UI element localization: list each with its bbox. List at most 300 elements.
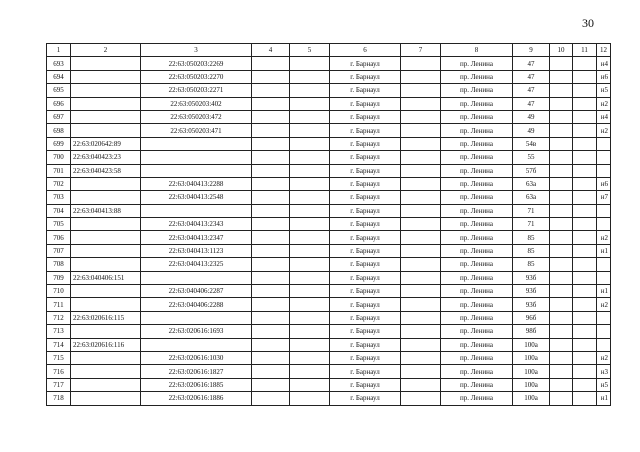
table-cell: 717 (47, 378, 71, 391)
table-cell (290, 110, 330, 123)
table-cell (71, 378, 141, 391)
table-cell (252, 151, 290, 164)
table-cell (252, 137, 290, 150)
table-cell (71, 285, 141, 298)
table-cell (597, 164, 611, 177)
table-cell (252, 231, 290, 244)
table-cell (252, 298, 290, 311)
table-cell: 54в (513, 137, 550, 150)
table-cell (597, 151, 611, 164)
table-cell (401, 392, 441, 405)
table-cell (597, 218, 611, 231)
table-cell (71, 325, 141, 338)
table-cell (252, 191, 290, 204)
table-cell (573, 110, 597, 123)
table-row (47, 124, 611, 137)
table-cell (71, 191, 141, 204)
table-cell (597, 338, 611, 351)
table-cell (573, 124, 597, 137)
table-cell (573, 258, 597, 271)
table-cell (550, 191, 573, 204)
table-cell: 22:63:020616:115 (71, 311, 141, 324)
table-cell: г. Барнаул (330, 392, 401, 405)
table-row (47, 177, 611, 190)
table-cell (550, 70, 573, 83)
table-cell: 698 (47, 124, 71, 137)
table-cell: 93б (513, 298, 550, 311)
table-row (47, 298, 611, 311)
table-cell: 714 (47, 338, 71, 351)
table-cell: 93б (513, 285, 550, 298)
table-cell: пр. Ленина (441, 70, 513, 83)
table-cell: пр. Ленина (441, 351, 513, 364)
table-row (47, 285, 611, 298)
table-cell (550, 351, 573, 364)
table-cell: 71 (513, 204, 550, 217)
table-cell (141, 204, 252, 217)
table-cell (401, 338, 441, 351)
table-row (47, 97, 611, 110)
table-cell (573, 325, 597, 338)
table-cell: 85 (513, 244, 550, 257)
table-cell: г. Барнаул (330, 137, 401, 150)
table-row (47, 110, 611, 123)
table-cell (252, 258, 290, 271)
table-cell (401, 218, 441, 231)
table-cell (252, 124, 290, 137)
table-cell (573, 392, 597, 405)
table-cell (290, 271, 330, 284)
table-cell: 22:63:040413:1123 (141, 244, 252, 257)
table-cell (401, 110, 441, 123)
table-cell: 22:63:040413:2347 (141, 231, 252, 244)
table-cell: 100а (513, 365, 550, 378)
table-cell (290, 57, 330, 70)
table-cell (573, 204, 597, 217)
table-row (47, 311, 611, 324)
table-cell (573, 164, 597, 177)
table-cell: н2 (597, 231, 611, 244)
table-cell: г. Барнаул (330, 57, 401, 70)
table-cell: 22:63:040413:2288 (141, 177, 252, 190)
table-cell: пр. Ленина (441, 378, 513, 391)
table-cell: 71 (513, 218, 550, 231)
table-cell (573, 351, 597, 364)
table-cell: 22:63:020616:1886 (141, 392, 252, 405)
table-cell: 715 (47, 351, 71, 364)
table-cell (141, 164, 252, 177)
table-cell: 49 (513, 110, 550, 123)
table-cell: 100а (513, 392, 550, 405)
table-cell: 47 (513, 57, 550, 70)
table-cell (401, 137, 441, 150)
table-cell: 22:63:040413:2343 (141, 218, 252, 231)
table-cell: 712 (47, 311, 71, 324)
table-cell (573, 285, 597, 298)
table-cell (71, 258, 141, 271)
table-cell (573, 137, 597, 150)
table-cell (401, 164, 441, 177)
table-cell (71, 351, 141, 364)
table-cell (252, 204, 290, 217)
table-cell: 693 (47, 57, 71, 70)
table-cell (550, 258, 573, 271)
column-header: 6 (330, 44, 401, 57)
table-cell: пр. Ленина (441, 365, 513, 378)
table-cell: 96б (513, 311, 550, 324)
table-cell: н2 (597, 97, 611, 110)
table-cell (290, 392, 330, 405)
table-cell: 22:63:050203:472 (141, 110, 252, 123)
table-cell: пр. Ленина (441, 338, 513, 351)
table-cell: г. Барнаул (330, 365, 401, 378)
table-cell (252, 110, 290, 123)
table-row (47, 258, 611, 271)
column-header: 11 (573, 44, 597, 57)
table-cell (597, 325, 611, 338)
table-cell: г. Барнаул (330, 191, 401, 204)
table-cell (573, 311, 597, 324)
table-cell: 100а (513, 378, 550, 391)
table-cell (290, 338, 330, 351)
table-cell: 22:63:020616:1885 (141, 378, 252, 391)
table-cell: 93б (513, 271, 550, 284)
table-cell: 22:63:040406:2288 (141, 298, 252, 311)
table-cell (550, 57, 573, 70)
table-cell: г. Барнаул (330, 204, 401, 217)
table-cell (550, 378, 573, 391)
table-cell: пр. Ленина (441, 204, 513, 217)
table-cell (71, 392, 141, 405)
table-cell: н2 (597, 351, 611, 364)
table-cell: 63а (513, 191, 550, 204)
table-cell: 700 (47, 151, 71, 164)
table-cell (550, 298, 573, 311)
table-row (47, 378, 611, 391)
table-cell: 702 (47, 177, 71, 190)
column-header: 8 (441, 44, 513, 57)
table-cell (573, 191, 597, 204)
table-cell: г. Барнаул (330, 231, 401, 244)
table-cell (401, 177, 441, 190)
table-cell (401, 285, 441, 298)
table-cell: г. Барнаул (330, 151, 401, 164)
table-cell: 708 (47, 258, 71, 271)
table-cell: пр. Ленина (441, 191, 513, 204)
column-header: 3 (141, 44, 252, 57)
table-cell (252, 218, 290, 231)
table-cell: г. Барнаул (330, 378, 401, 391)
table-cell: 696 (47, 97, 71, 110)
table-cell (141, 151, 252, 164)
table-cell (401, 231, 441, 244)
table-cell: 697 (47, 110, 71, 123)
table-cell (401, 70, 441, 83)
table-cell (71, 231, 141, 244)
table-cell (401, 298, 441, 311)
table-cell (401, 97, 441, 110)
table-cell (71, 124, 141, 137)
table-cell: пр. Ленина (441, 110, 513, 123)
table-cell (290, 351, 330, 364)
table-cell (550, 204, 573, 217)
table-cell: н1 (597, 244, 611, 257)
table-cell: 98б (513, 325, 550, 338)
table-cell: 706 (47, 231, 71, 244)
table-cell: 47 (513, 84, 550, 97)
table-cell: пр. Ленина (441, 84, 513, 97)
table-cell (401, 124, 441, 137)
table-cell (71, 84, 141, 97)
table-cell (550, 338, 573, 351)
table-cell: 709 (47, 271, 71, 284)
page-number: 30 (582, 16, 594, 30)
table-cell (252, 164, 290, 177)
table-cell: 22:63:020642:89 (71, 137, 141, 150)
table-cell (71, 57, 141, 70)
table-cell (401, 191, 441, 204)
table-cell: 22:63:040423:58 (71, 164, 141, 177)
table-cell (573, 244, 597, 257)
table-cell: 713 (47, 325, 71, 338)
table-cell: 85 (513, 231, 550, 244)
table-cell: 22:63:050203:2269 (141, 57, 252, 70)
table-cell (252, 97, 290, 110)
table-cell: н5 (597, 378, 611, 391)
table-cell: г. Барнаул (330, 338, 401, 351)
table-cell: пр. Ленина (441, 124, 513, 137)
table-cell (401, 244, 441, 257)
table-cell (71, 110, 141, 123)
table-cell (550, 124, 573, 137)
table-cell: 694 (47, 70, 71, 83)
table-row (47, 325, 611, 338)
table-cell (573, 151, 597, 164)
table-cell: г. Барнаул (330, 177, 401, 190)
table-cell (401, 258, 441, 271)
header-row (47, 44, 611, 57)
table-cell: 55 (513, 151, 550, 164)
table-cell: г. Барнаул (330, 285, 401, 298)
table-cell: 47 (513, 97, 550, 110)
table-cell (401, 311, 441, 324)
table-cell (290, 231, 330, 244)
table-cell (252, 57, 290, 70)
table-row (47, 70, 611, 83)
table-cell: 22:63:040406:151 (71, 271, 141, 284)
table-row (47, 84, 611, 97)
table-cell (573, 378, 597, 391)
table-cell: 22:63:020616:1693 (141, 325, 252, 338)
table-row (47, 137, 611, 150)
table-cell: пр. Ленина (441, 244, 513, 257)
table-cell: н4 (597, 110, 611, 123)
table-cell (71, 218, 141, 231)
column-header: 4 (252, 44, 290, 57)
table-cell (252, 285, 290, 298)
table-cell: г. Барнаул (330, 70, 401, 83)
table-cell: г. Барнаул (330, 97, 401, 110)
table-row (47, 392, 611, 405)
table-cell: 22:63:050203:402 (141, 97, 252, 110)
table-cell (290, 285, 330, 298)
table-cell: пр. Ленина (441, 298, 513, 311)
table-cell: пр. Ленина (441, 97, 513, 110)
table-cell (573, 57, 597, 70)
table-cell (252, 325, 290, 338)
table-cell (573, 97, 597, 110)
table-cell (252, 351, 290, 364)
table-cell: пр. Ленина (441, 218, 513, 231)
table-cell: 47 (513, 70, 550, 83)
table-cell (550, 285, 573, 298)
table-cell (573, 84, 597, 97)
table-cell (290, 258, 330, 271)
table-cell: 22:63:020616:1827 (141, 365, 252, 378)
table-cell: 22:63:040413:2325 (141, 258, 252, 271)
table-cell: пр. Ленина (441, 392, 513, 405)
table-cell: г. Барнаул (330, 244, 401, 257)
column-header: 10 (550, 44, 573, 57)
table-cell (550, 271, 573, 284)
table-cell (550, 84, 573, 97)
table-cell (573, 231, 597, 244)
table-cell: г. Барнаул (330, 271, 401, 284)
table-cell (550, 231, 573, 244)
table-cell (71, 97, 141, 110)
column-header: 12 (597, 44, 611, 57)
table-cell: 701 (47, 164, 71, 177)
table-cell (71, 365, 141, 378)
table-cell: 85 (513, 258, 550, 271)
table-cell (252, 271, 290, 284)
table-cell (550, 97, 573, 110)
table-cell (252, 84, 290, 97)
table-cell (550, 244, 573, 257)
table-cell: г. Барнаул (330, 164, 401, 177)
table-cell (290, 204, 330, 217)
table-cell: 707 (47, 244, 71, 257)
table-cell (252, 311, 290, 324)
table-cell (141, 311, 252, 324)
table-cell (573, 70, 597, 83)
table-cell (573, 298, 597, 311)
table-row (47, 365, 611, 378)
table-cell (550, 325, 573, 338)
table-cell: 699 (47, 137, 71, 150)
table-cell: пр. Ленина (441, 231, 513, 244)
table-cell (290, 218, 330, 231)
table-cell (290, 97, 330, 110)
table-cell (401, 151, 441, 164)
table-cell: 22:63:040423:23 (71, 151, 141, 164)
table-cell (290, 124, 330, 137)
table-cell (290, 70, 330, 83)
table-cell (597, 204, 611, 217)
table-cell: 22:63:020616:1030 (141, 351, 252, 364)
table-cell: 718 (47, 392, 71, 405)
table-cell (401, 204, 441, 217)
table-cell: г. Барнаул (330, 218, 401, 231)
table-cell (401, 271, 441, 284)
table-cell: 705 (47, 218, 71, 231)
table-row (47, 231, 611, 244)
table-cell (401, 365, 441, 378)
table-cell: 57б (513, 164, 550, 177)
table-cell: н6 (597, 177, 611, 190)
table-cell: н3 (597, 365, 611, 378)
table-cell (71, 244, 141, 257)
table-cell: 63а (513, 177, 550, 190)
table-cell (550, 137, 573, 150)
table-row (47, 164, 611, 177)
table-cell: г. Барнаул (330, 351, 401, 364)
table-row (47, 351, 611, 364)
table-cell (550, 177, 573, 190)
table-cell (290, 244, 330, 257)
table-body (47, 57, 611, 405)
table-cell: г. Барнаул (330, 124, 401, 137)
table-cell (252, 177, 290, 190)
table-cell: 22:63:050203:471 (141, 124, 252, 137)
table-cell (597, 311, 611, 324)
table-row (47, 151, 611, 164)
table-cell (597, 137, 611, 150)
table-cell (141, 271, 252, 284)
table-cell (290, 137, 330, 150)
table-row (47, 244, 611, 257)
table-cell: 22:63:040413:88 (71, 204, 141, 217)
table-cell: 710 (47, 285, 71, 298)
table-cell (71, 298, 141, 311)
table-cell (573, 271, 597, 284)
table-cell: н7 (597, 191, 611, 204)
table-cell: 695 (47, 84, 71, 97)
table-cell (550, 151, 573, 164)
table-cell (141, 137, 252, 150)
table-cell (71, 177, 141, 190)
table-cell (401, 351, 441, 364)
table-cell: пр. Ленина (441, 271, 513, 284)
table-row (47, 191, 611, 204)
table-cell (290, 177, 330, 190)
table-cell: 22:63:050203:2271 (141, 84, 252, 97)
table-cell (401, 378, 441, 391)
table-cell (597, 258, 611, 271)
table-cell (550, 311, 573, 324)
table-cell (401, 84, 441, 97)
table-cell (252, 244, 290, 257)
table-cell: 22:63:040413:2548 (141, 191, 252, 204)
table-header (47, 44, 611, 57)
table-cell (141, 338, 252, 351)
table-cell (290, 84, 330, 97)
table-cell (550, 164, 573, 177)
column-header: 7 (401, 44, 441, 57)
registry-table (46, 43, 611, 406)
table-cell: 704 (47, 204, 71, 217)
table-cell (597, 271, 611, 284)
column-header: 9 (513, 44, 550, 57)
table-cell (290, 151, 330, 164)
table-cell (290, 298, 330, 311)
table-cell: пр. Ленина (441, 258, 513, 271)
table-cell: н6 (597, 70, 611, 83)
table-cell: 711 (47, 298, 71, 311)
table-cell (290, 365, 330, 378)
table-cell: 49 (513, 124, 550, 137)
table-cell (573, 218, 597, 231)
